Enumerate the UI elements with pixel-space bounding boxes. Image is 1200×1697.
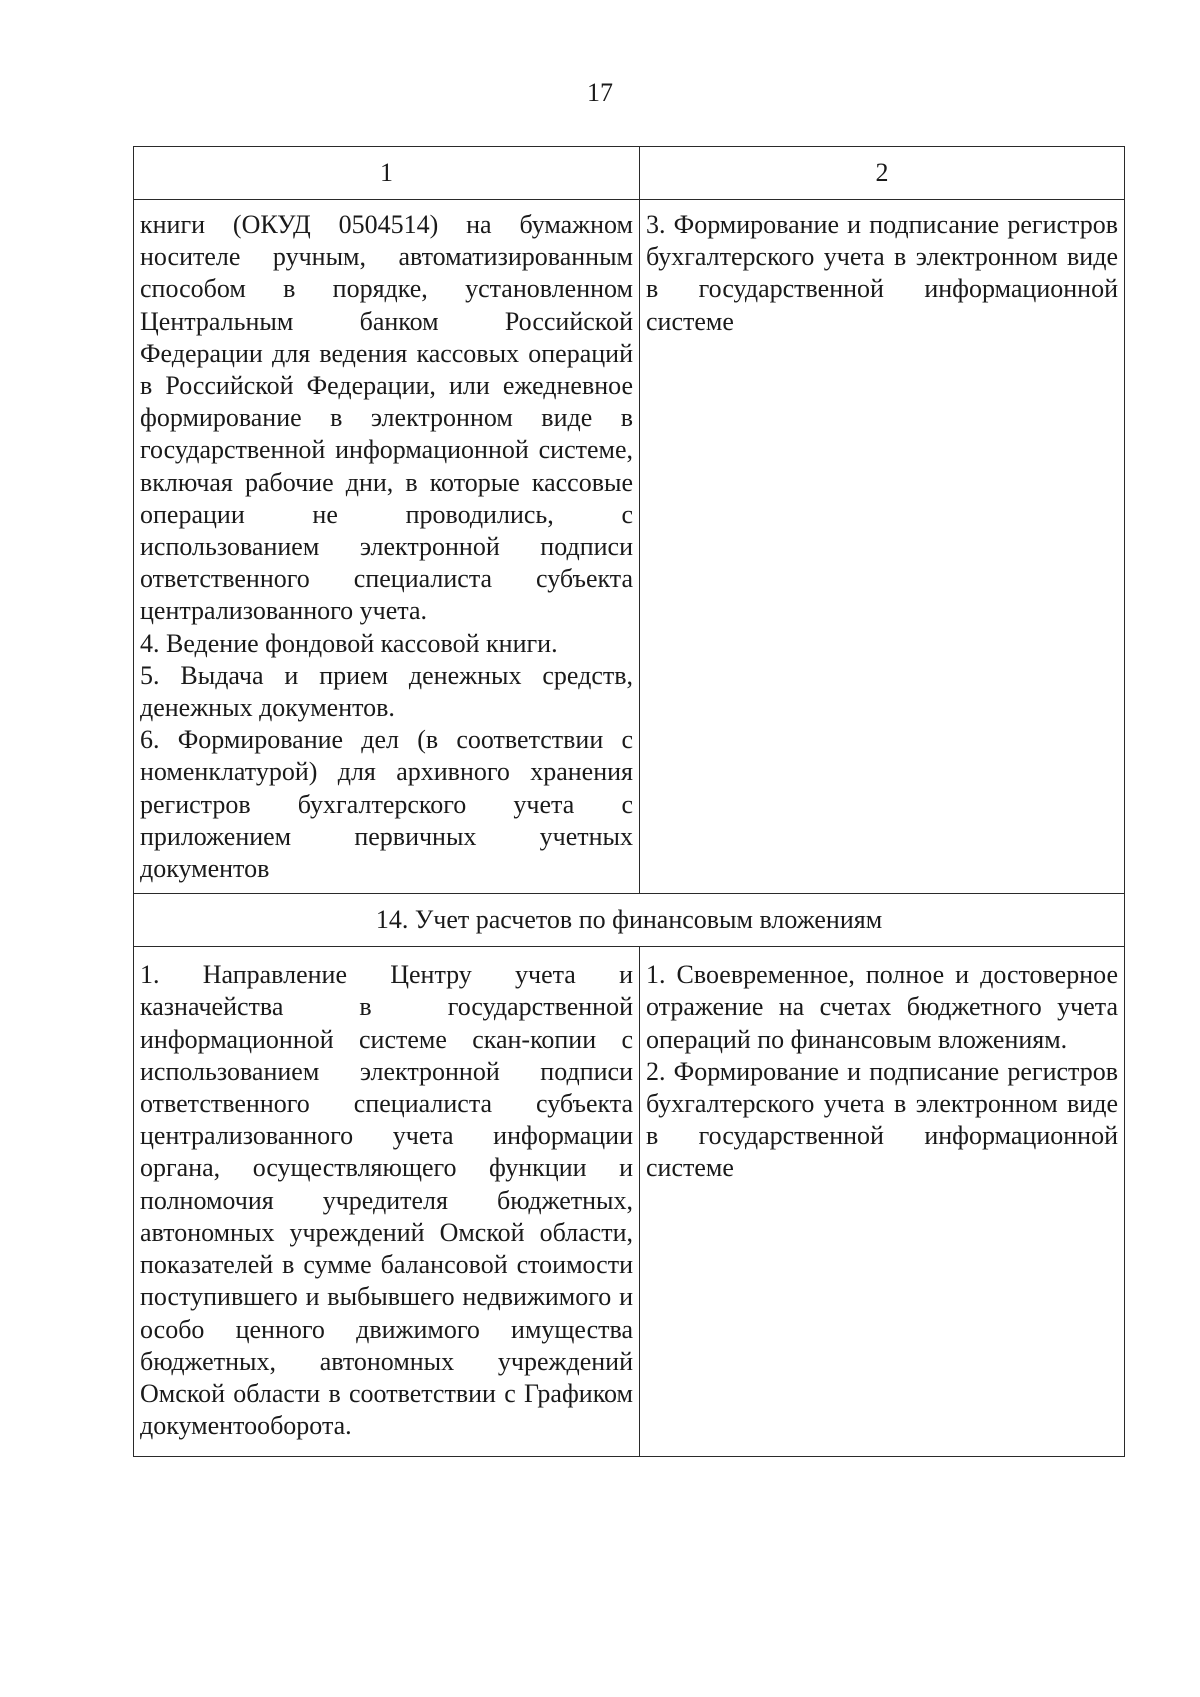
- table-header-row: [134, 147, 1125, 200]
- section-title-row: [134, 894, 1125, 947]
- column-header-2: 2: [640, 147, 1125, 200]
- paragraph: 6. Формирование дел (в соответствии с номенклатурой) для архивного хранения регистров бухгалтерского учета с приложением первичных учетных документов: [140, 725, 633, 884]
- table-row: [134, 200, 1125, 894]
- page-number: 17: [587, 78, 613, 107]
- paragraph: книги (ОКУД 0504514) на бумажном носителе ручным, автоматизированным способом в порядке, установленном Центральным банком Российской Федерации для ведения кассовых операций в Российской Федерации, или ежедневное формирование в электронном виде в государственной информационной системе, включая рабочие дни, в которые кассовые операции не проводились, с использованием электронной подписи ответственного специалиста субъекта централизованного учета.: [140, 210, 633, 626]
- paragraph: 1. Своевременное, полное и достоверное отражение на счетах бюджетного учета операций по финансовым вложениям.: [646, 960, 1118, 1054]
- paragraph: 3. Формирование и подписание регистров бухгалтерского учета в электронном виде в государственной информационной системе: [646, 210, 1118, 336]
- table-cell-row2-col1: [134, 947, 640, 1457]
- paragraph: 4. Ведение фондовой кассовой книги.: [140, 628, 558, 658]
- paragraph: 1. Направление Центру учета и казначейства в государственной информационной системе скан-копии с использованием электронной подписи ответственного специалиста субъекта централизованного учета информации органа, осуществляющего функции и полномочия учредителя бюджетных, автономных учреждений Омской области, показателей в сумме балансовой стоимости поступившего и выбывшего недвижимого и особо ценного движимого имущества бюджетных, автономных учреждений Омской области в соответствии с Графиком документооборота.: [140, 960, 633, 1441]
- table-row: [134, 947, 1125, 1457]
- section-title: 14. Учет расчетов по финансовым вложениям: [134, 894, 1125, 947]
- paragraph: 5. Выдача и прием денежных средств, денежных документов.: [140, 660, 633, 723]
- paragraph: 2. Формирование и подписание регистров бухгалтерского учета в электронном виде в государственной информационной системе: [646, 1056, 1118, 1183]
- column-header-1: 1: [134, 147, 640, 200]
- table-cell-row1-col1: [134, 200, 640, 894]
- table-cell-row1-col2: [640, 200, 1125, 894]
- duties-table: [133, 146, 1125, 1457]
- table-cell-row2-col2: [640, 947, 1125, 1457]
